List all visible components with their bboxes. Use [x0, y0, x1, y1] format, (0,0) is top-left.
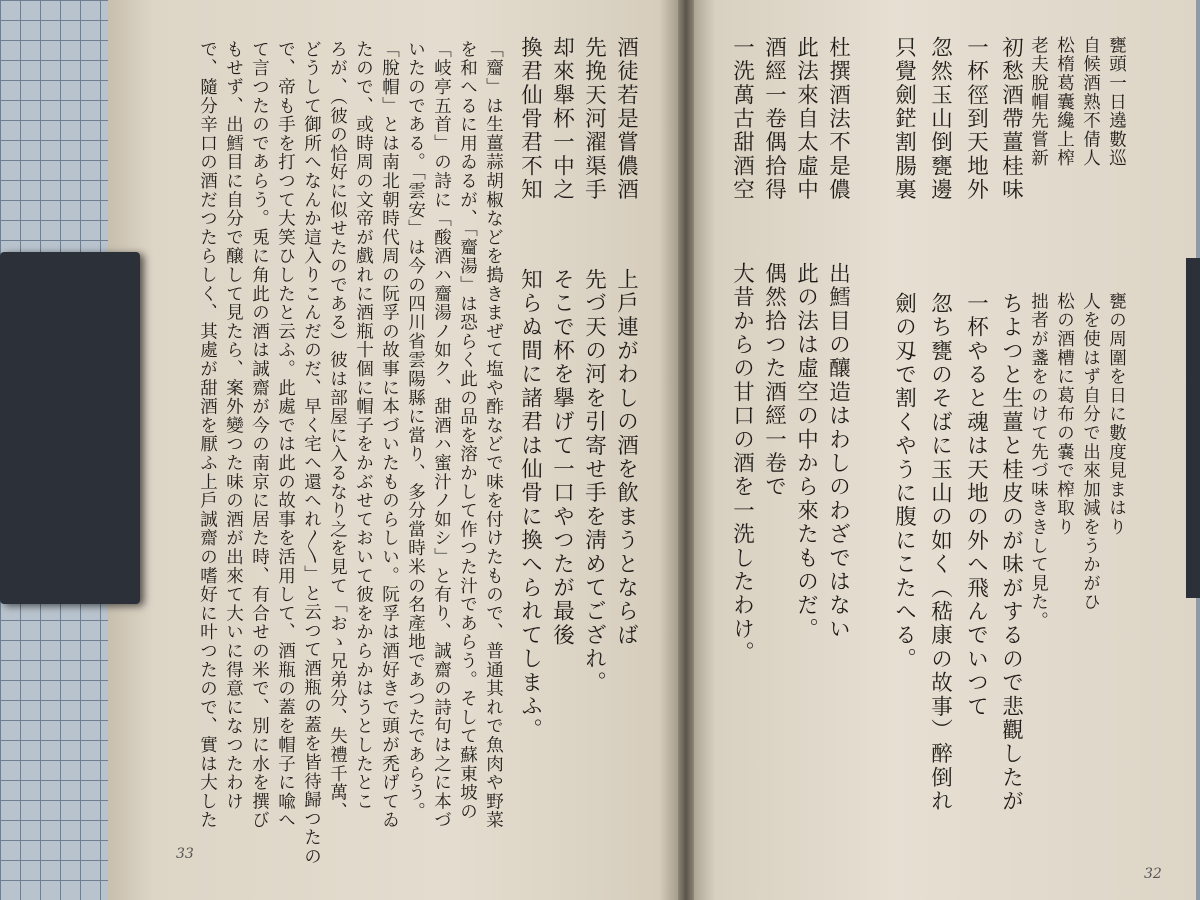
commentary-line: もせず、出鱈目に自分で醸して見たら、案外變つた味の酒が出來て大いに得意になつたわけ [223, 40, 244, 811]
page-number: 32 [1144, 866, 1162, 882]
commentary-line: たので、或時周の文帝が戲れに酒瓶十個に帽子をかぶせておいて彼をからかはうとしたとこ [353, 40, 374, 811]
poem-translation: 知らぬ間に諸君は仙骨に換へられてしまふ。 [517, 268, 543, 742]
poem-translation: 先づ天の河を引寄せ手を淸めてござれ。 [581, 268, 607, 695]
poem-line: 酒經一卷偶拾得 [761, 36, 787, 202]
poem-translation: 出鱈目の釀造はわしのわざではない [825, 262, 851, 642]
poem-translation: 此の法は虛空の中から來たものだ。 [793, 262, 819, 642]
poem-line: 酒徒若是嘗儂酒 [613, 36, 639, 202]
verse-line: 松楕葛囊纔上榨 [1054, 36, 1075, 168]
poem-line: 一杯徑到天地外 [963, 36, 989, 202]
poem-line: 忽然玉山倒甕邊 [927, 36, 953, 202]
poem-line: 初愁酒帶薑桂味 [998, 36, 1024, 202]
commentary-line: どうして御所へなんか這入りこんだのだ、早く宅へ還へれ〳〵」と云つて酒瓶の蓋を皆待歸つたの [301, 40, 322, 866]
poem-line: 先挽天河濯渠手 [581, 36, 607, 202]
poem-translation: そこで杯を擧げて一口やつたが最後 [549, 268, 575, 648]
commentary-line: て言つたのであらう。兎に角此の酒は誠齋が今の南京に居た時、有合せの米で、別に水を撰び [249, 40, 270, 830]
commentary-line: 「岐亭五首」の詩に「酸酒ハ齏湯ノ如ク、甜酒ハ蜜汁ノ如シ」と有り、誠齋の詩句は之に本づ [431, 40, 452, 830]
poem-line: 却來舉杯一中之 [549, 36, 575, 202]
verse-line: 自候酒熟不倩人 [1080, 36, 1101, 168]
verse-translation: 人を使はず自分で出來加減をうかがひ [1080, 292, 1101, 612]
poem-translation: 大昔からの甘口の酒を一洗したわけ。 [729, 262, 755, 665]
poem-line: 此法來自太虛中 [793, 36, 819, 202]
poem-translation: 偶然拾つた酒經一卷で [761, 262, 787, 499]
verse-translation: 甕の周圍を日に數度見まはり [1106, 292, 1127, 537]
commentary-line: を和へるに用ゐるが、「齏湯」は恐らく此の品を溶かして作つた汁であらう。そして蘇東坡の [457, 40, 478, 821]
commentary-line: いたのである。「雲安」は今の四川省雲陽縣に當り、多分當時米の名產地であつたであらう。 [405, 40, 426, 821]
binder-clip-left [0, 252, 140, 604]
poem-translation: 上戶連がわしの酒を飮まうとならば [613, 268, 639, 648]
binder-clip-right [1186, 258, 1200, 598]
commentary-line: で、隨分辛口の酒だつたらしく、其處が甜酒を厭ふ上戶誠齋の嗜好に叶つたので、實は大した [197, 40, 218, 830]
commentary-line: 「齏」は生薑蒜胡椒などを搗きまぜて塩や酢などで味を付けたもので、普通其れで魚肉や野菜 [483, 40, 504, 830]
poem-translation: 一杯やると魂は天地の外へ飛んでいつて [963, 292, 989, 719]
poem-line: 換君仙骨君不知 [517, 36, 543, 202]
commentary-line: ろが、（彼の恰好に似せたのである）彼は部屋に入るなり之を見て「おゝ兄弟分、失禮千萬、 [327, 40, 348, 821]
poem-line: 只覺劍鋩割腸裏 [891, 36, 917, 202]
verse-line: 甕頭一日遶數巡 [1106, 36, 1127, 168]
poem-line: 杜撰酒法不是儂 [825, 36, 851, 202]
book-gutter [678, 0, 694, 900]
poem-translation: 劍の刄で割くやうに腹にこたへる。 [891, 292, 917, 672]
commentary-line: 「脫帽」とは南北朝時代周の阮孚の故事に本づいたものらしい。阮孚は酒好きで頭が禿げてゐ [379, 40, 400, 830]
verse-translation: 拙者が盞をのけて先づ味ききして見た。 [1028, 292, 1049, 631]
verse-line: 老夫脫帽先嘗新 [1028, 36, 1049, 168]
poem-line: 一洗萬古甜酒空 [729, 36, 755, 202]
poem-translation: 忽ち甕のそばに玉山の如く（嵇康の故事）醉倒れ [927, 292, 953, 814]
poem-translation: ちよつと生薑と桂皮のが味がするので悲觀したが [998, 292, 1024, 814]
page-number: 33 [176, 846, 194, 862]
commentary-line: で、帝も手を打つて大笑ひしたと云ふ。此處では此の故事を活用して、酒瓶の蓋を帽子に喩へ [275, 40, 296, 830]
verse-translation: 松の酒槽に葛布の嚢で榨取り [1054, 292, 1075, 537]
